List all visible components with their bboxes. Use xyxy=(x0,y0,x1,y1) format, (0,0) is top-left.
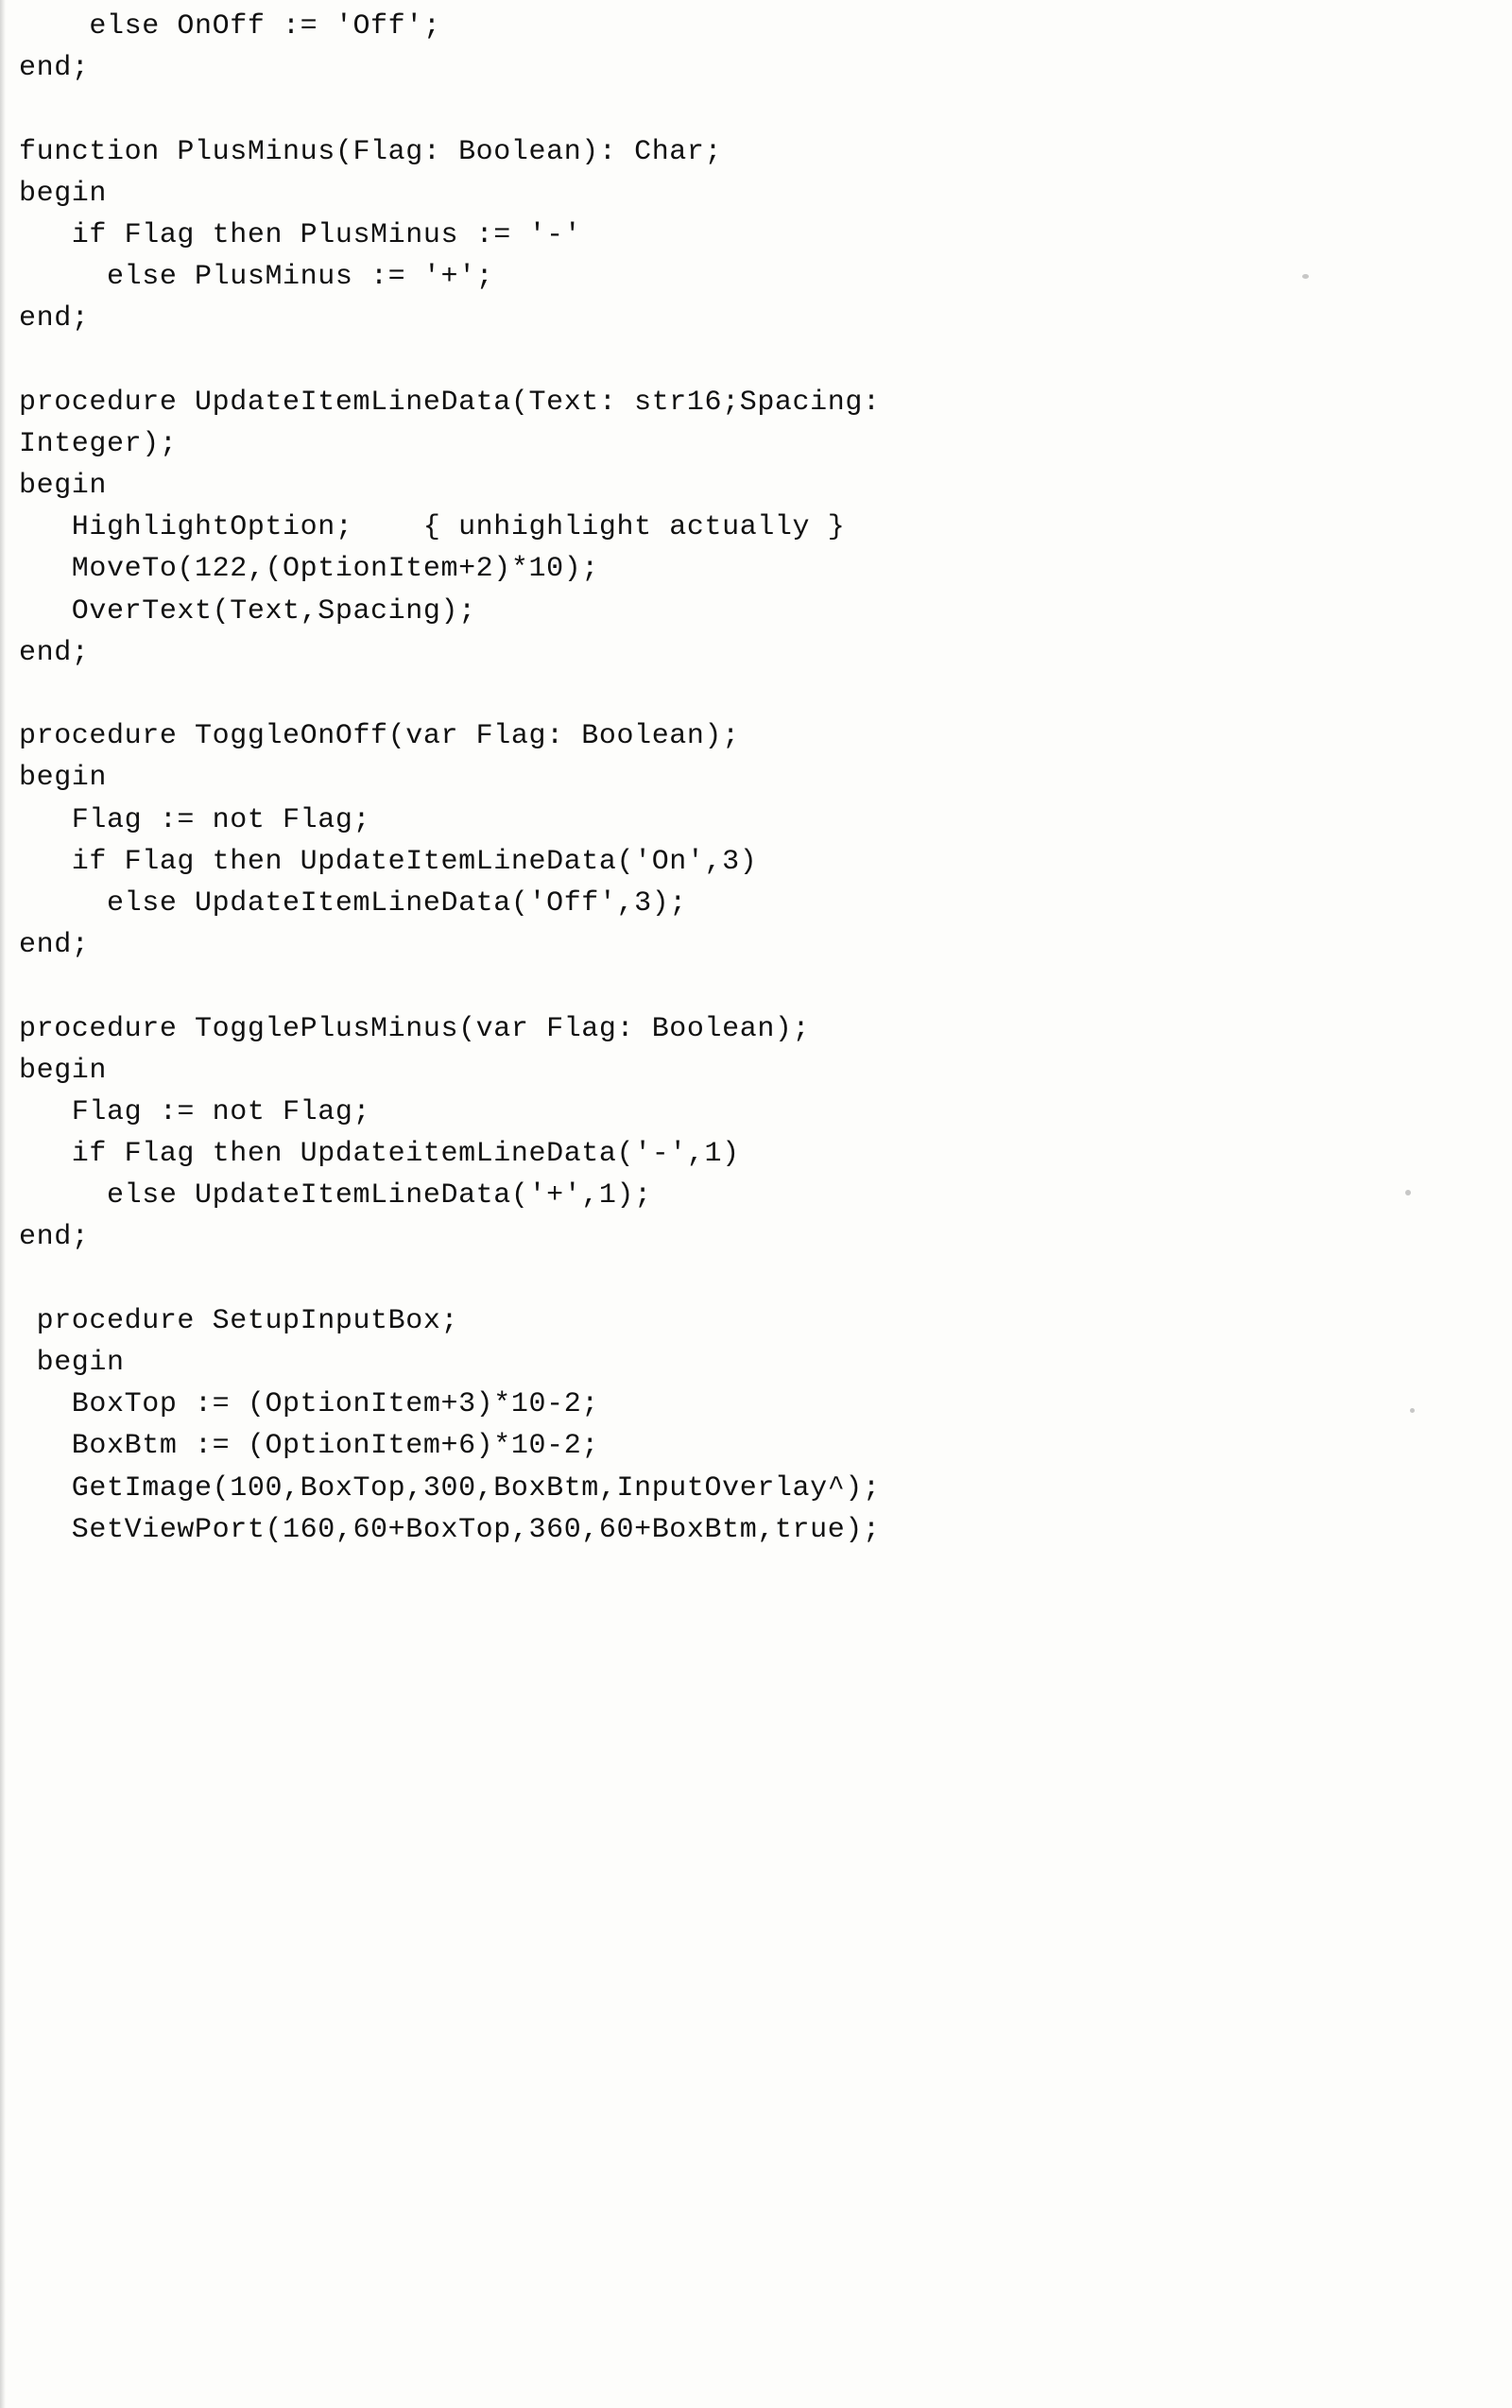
code-line-blank xyxy=(19,674,1493,715)
code-line: begin xyxy=(19,1054,108,1087)
code-line: BoxBtm := (OptionItem+6)*10-2; xyxy=(19,1430,599,1463)
code-line: end; xyxy=(19,929,90,962)
code-line: else PlusMinus := '+'; xyxy=(19,261,494,294)
code-listing xyxy=(19,6,1493,1551)
code-line: function PlusMinus(Flag: Boolean): Char; xyxy=(19,135,723,168)
code-line: begin xyxy=(19,762,108,795)
code-line: Flag := not Flag; xyxy=(19,803,371,836)
code-line: end; xyxy=(19,52,90,85)
code-line: end; xyxy=(19,636,90,669)
code-line: Flag := not Flag; xyxy=(19,1095,371,1128)
code-line: begin xyxy=(19,177,108,210)
code-line-blank xyxy=(19,89,1493,130)
code-line: OverText(Text,Spacing); xyxy=(19,594,476,628)
code-line: procedure ToggleOnOff(var Flag: Boolean); xyxy=(19,720,740,753)
code-line-blank xyxy=(19,340,1493,382)
code-line: Integer); xyxy=(19,427,178,460)
code-line: else UpdateItemLineData('+',1); xyxy=(19,1179,652,1213)
code-line: GetImage(100,BoxTop,300,BoxBtm,InputOverlay^); xyxy=(19,1471,881,1505)
code-line: begin xyxy=(19,470,108,503)
code-line: else UpdateItemLineData('Off',3); xyxy=(19,886,687,920)
code-line: begin xyxy=(19,1347,125,1379)
code-line: end; xyxy=(19,302,90,335)
code-line-blank xyxy=(19,966,1493,1007)
code-line: if Flag then UpdateitemLineData('-',1) xyxy=(19,1138,740,1171)
code-line: if Flag then UpdateItemLineData('On',3) xyxy=(19,845,758,878)
code-line: BoxTop := (OptionItem+3)*10-2; xyxy=(19,1388,599,1421)
code-line: procedure SetupInputBox; xyxy=(19,1304,459,1337)
code-line: MoveTo(122,(OptionItem+2)*10); xyxy=(19,553,599,586)
code-line: procedure TogglePlusMinus(var Flag: Boolean); xyxy=(19,1012,811,1045)
scan-speck xyxy=(1405,1190,1411,1195)
code-line: HighlightOption; { unhighlight actually } xyxy=(19,511,846,544)
code-line: SetViewPort(160,60+BoxTop,360,60+BoxBtm,true); xyxy=(19,1513,881,1546)
scan-speck xyxy=(1302,274,1309,279)
code-line-blank xyxy=(19,1259,1493,1300)
code-line: else OnOff := 'Off'; xyxy=(19,10,441,43)
code-line: if Flag then PlusMinus := '-' xyxy=(19,218,582,251)
scan-speck xyxy=(1410,1408,1415,1413)
page-edge-shadow xyxy=(0,0,6,2408)
code-line: end; xyxy=(19,1221,90,1254)
code-line: procedure UpdateItemLineData(Text: str16;Spacing: xyxy=(19,386,881,419)
